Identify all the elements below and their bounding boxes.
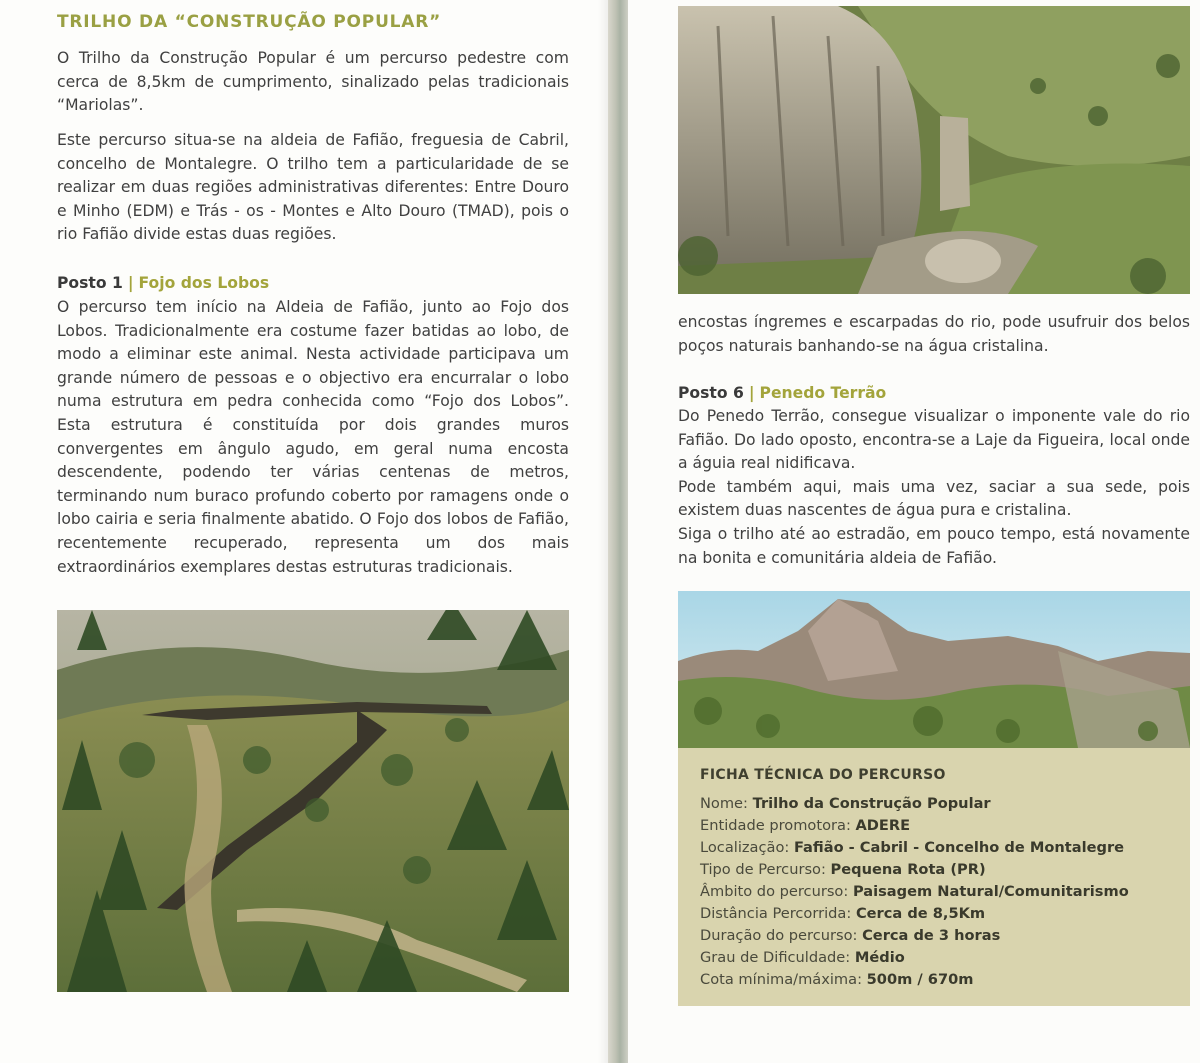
ficha-row-tipo <box>700 860 986 880</box>
ficha-label: Nome: <box>700 795 748 812</box>
posto-1-name: Fojo dos Lobos <box>138 274 270 292</box>
ficha-row-distancia <box>700 904 985 924</box>
rocky-cliffs-photo <box>678 6 1190 294</box>
ficha-label: Grau de Dificuldade: <box>700 949 851 966</box>
posto-1-separator: | <box>127 274 134 292</box>
intro-paragraph-1: O Trilho da Construção Popular é um percurso pedestre com cerca de 8,5km de cumprimento, sinalizado pelas tradicionais “Mariolas”. <box>57 49 569 115</box>
ficha-label: Âmbito do percurso: <box>700 883 849 900</box>
ficha-value: Fafião - Cabril - Concelho de Montalegre <box>793 839 1125 856</box>
ficha-label: Tipo de Percurso: <box>700 861 826 878</box>
ficha-value: 500m / 670m <box>866 971 974 988</box>
fojo-dos-lobos-photo <box>57 610 569 992</box>
ficha-row-localizacao <box>700 838 1124 858</box>
ficha-value: Trilho da Construção Popular <box>752 795 991 812</box>
ficha-value: ADERE <box>855 817 911 834</box>
mountain-landscape-photo <box>678 591 1190 748</box>
ficha-label: Duração do percurso: <box>700 927 858 944</box>
page-title: TRILHO DA “CONSTRUÇÃO POPULAR” <box>57 12 442 32</box>
ficha-value: Pequena Rota (PR) <box>830 861 986 878</box>
ficha-label: Entidade promotora: <box>700 817 851 834</box>
posto-1-heading <box>57 272 269 294</box>
ficha-value: Médio <box>854 949 905 966</box>
ficha-row-dificuldade <box>700 948 905 968</box>
ficha-value: Cerca de 8,5Km <box>855 905 986 922</box>
ficha-row-duracao <box>700 926 1000 946</box>
ficha-row-entidade <box>700 816 910 836</box>
continuation-paragraph: encostas íngremes e escarpadas do rio, pode usufruir dos belos poços naturais banhando-se na água cristalina. <box>678 313 1190 355</box>
posto-6-label: Posto 6 <box>678 384 744 402</box>
technical-sheet-title: FICHA TÉCNICA DO PERCURSO <box>700 767 946 783</box>
ficha-value: Cerca de 3 horas <box>862 927 1001 944</box>
book-gutter <box>608 0 630 1063</box>
posto-6-heading <box>678 382 886 404</box>
ficha-value: Paisagem Natural/Comunitarismo <box>852 883 1129 900</box>
ficha-label: Distância Percorrida: <box>700 905 852 922</box>
posto-6-text: Do Penedo Terrão, consegue visualizar o imponente vale do rio Fafião. Do lado oposto, encontra-se a Laje da Figueira, local onde a águia real nidificava. Pode também aqui, mais uma vez, saciar a sua sede, pois existem duas nascentes de água pura e cristalina. Siga o trilho até ao estradão, em pouco tempo, está novamente na bonita e comunitária aldeia de Fafião. <box>678 407 1190 567</box>
ficha-row-nome <box>700 794 991 814</box>
ficha-label: Localização: <box>700 839 790 856</box>
technical-sheet-panel <box>678 748 1190 1006</box>
ficha-row-ambito <box>700 882 1129 902</box>
posto-6-separator: | <box>748 384 755 402</box>
posto-6-name: Penedo Terrão <box>759 384 887 402</box>
ficha-label: Cota mínima/máxima: <box>700 971 862 988</box>
ficha-row-cota <box>700 970 973 990</box>
posto-1-text: O percurso tem início na Aldeia de Fafião, junto ao Fojo dos Lobos. Tradicionalmente era costume fazer batidas ao lobo, de modo a eliminar este animal. Nesta actividade participava um grande número de pessoas e o objectivo era encurralar o lobo numa estrutura em pedra conhecida como “Fojo dos Lobos”. Esta estrutura é constituída por dois grandes muros convergentes em ângulo agudo, em geral numa encosta descendente, podendo ter várias centenas de metros, terminando num buraco profundo coberto por ramagens onde o lobo cairia e seria finalmente abatido. O Fojo dos lobos de Fafião, recentemente recuperado, representa um dos mais extraordinários exemplares destas estruturas tradicionais. <box>57 298 569 576</box>
intro-paragraph-2: Este percurso situa-se na aldeia de Fafião, freguesia de Cabril, concelho de Montalegre. O trilho tem a particularidade de se realizar em duas regiões administrativas diferentes: Entre Douro e Minho (EDM) e Trás - os - Montes e Alto Douro (TMAD), pois o rio Fafião divide estas duas regiões. <box>57 131 569 244</box>
posto-1-label: Posto 1 <box>57 274 123 292</box>
